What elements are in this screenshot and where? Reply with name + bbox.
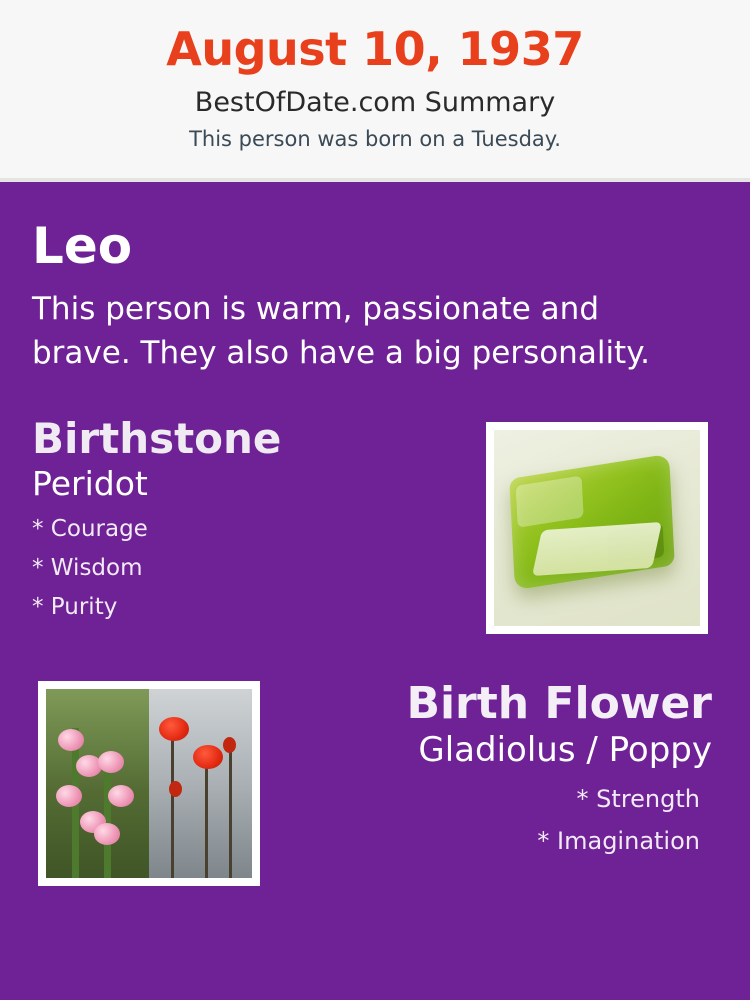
birth-flower-photo [38,681,260,886]
birthstone-section [32,413,718,647]
birthstone-heading: Birthstone [32,413,282,463]
born-day-text: This person was born on a Tuesday. [189,126,561,151]
gladiolus-photo-half [46,689,149,878]
peridot-gem-facet-icon [532,521,662,575]
birthstone-trait: * Courage [32,515,148,542]
page-title: August 10, 1937 [166,22,584,76]
birthstone-trait: * Wisdom [32,554,143,581]
birthstone-photo-inner [494,430,700,626]
content-body [0,186,750,1000]
poppy-photo-half [149,689,252,878]
zodiac-section [32,217,718,375]
zodiac-description: This person is warm, passionate and brave. They also have a big personality. [32,290,650,371]
birth-flower-section [32,677,718,901]
birth-flower-photo-inner [46,689,252,878]
birthstone-name: Peridot [32,463,148,503]
birth-flower-trait: * Strength [576,784,700,813]
birthstone-trait: * Purity [32,594,118,621]
birth-flower-name: Gladiolus / Poppy [418,729,712,770]
header [0,0,750,182]
site-summary-subtitle: BestOfDate.com Summary [194,86,556,118]
birth-flower-heading: Birth Flower [406,677,712,729]
birth-flower-trait: * Imagination [537,827,700,856]
zodiac-sign-name: Leo [32,217,133,275]
birthstone-photo [486,422,708,634]
